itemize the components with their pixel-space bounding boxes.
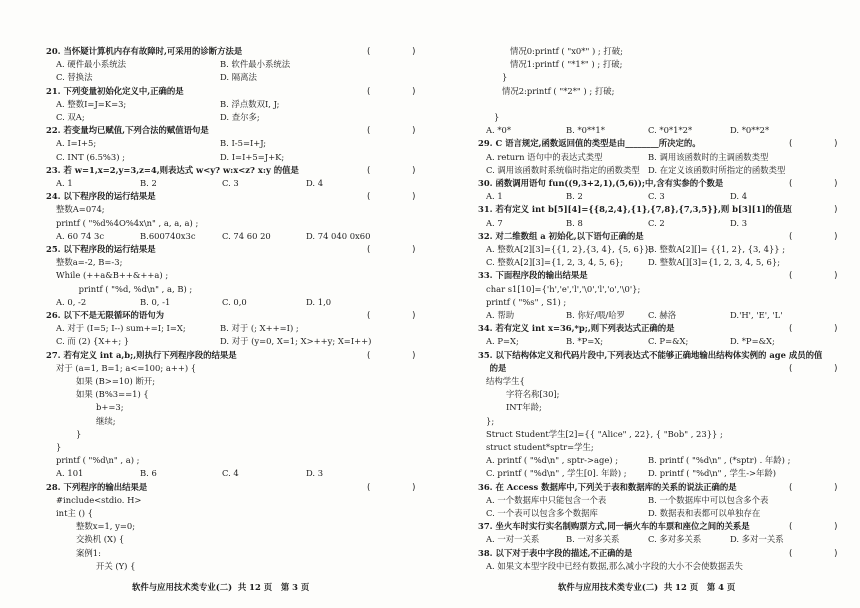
option-text: B. 你好/喂/哈罗 — [566, 310, 625, 320]
option-text: B. 2 — [566, 191, 583, 202]
option-text: B. *0**1* — [566, 125, 605, 136]
question-line: printf ( "%d\n" , a) ; — [56, 455, 140, 466]
question-line: 情况1:printf ( "*1*" ) ; 打破; — [486, 59, 623, 70]
question-line: 字符名称[30]; — [498, 389, 560, 400]
question-stem: 35. 以下结构体定义和代码片段中,下列表达式不能够正确地输出结构体实例的 age 成员的值 — [478, 349, 823, 360]
answer-blank[interactable]: ( ) — [366, 310, 417, 320]
option-text: D. 多对一关系 — [730, 534, 784, 545]
question-line: printf ( "%d, %d\n" , a, B) ; — [68, 283, 193, 294]
question-line: 开关 (Y) { — [80, 560, 136, 571]
page-footer: 软件与应用技术类专业(二) 共 12 页 第 4 页 — [558, 582, 736, 592]
answer-blank[interactable]: ( ) — [788, 204, 839, 215]
option-text: D. 查尔多; — [220, 112, 260, 122]
question-line: b+=3; — [80, 402, 124, 413]
option-text: B. 0, -1 — [140, 296, 171, 307]
option-text: B. I-5=I+J; — [220, 138, 267, 149]
option-text: B. 2 — [140, 178, 157, 188]
question-line: A. 1 — [486, 191, 503, 202]
question-line: A. 整数A[2][3]={{1, 2},{3, 4}, {5, 6}}; — [486, 244, 653, 254]
question-stem: 25. 以下程序段的运行结果是 — [46, 244, 156, 254]
question-line: 对于 (a=1, B=1; a<=100; a++) { — [56, 362, 197, 373]
option-text: B. 一个数据库中可以包含多个表 — [648, 494, 769, 505]
page-footer: 软件与应用技术类专业(二) 共 12 页 第 3 页 — [132, 582, 310, 592]
question-line: 结构学生{ — [486, 376, 525, 386]
option-text: C. 3 — [648, 191, 665, 202]
question-stem: 34. 若有定义 int x=36,*p;,则下列表达式正确的是 — [478, 323, 675, 334]
question-line: 案例1: — [68, 547, 101, 558]
option-text: B. 软件最小系统法 — [220, 59, 291, 70]
question-line: C. 而 (2) {X++; } — [56, 336, 130, 347]
option-text: D. printf ( "%d\n" , 学生->年龄) — [648, 468, 777, 479]
question-line: 整数A=074; — [56, 204, 105, 215]
answer-blank[interactable]: ( ) — [788, 547, 839, 558]
option-text: C. 4 — [222, 468, 239, 479]
question-line: A. 1 — [56, 178, 73, 188]
answer-blank[interactable]: ( ) — [788, 138, 839, 149]
question-line: 如果 (B%3==1) { — [68, 389, 149, 400]
answer-blank[interactable]: ( ) — [366, 164, 417, 175]
question-line: } — [486, 72, 508, 83]
question-line: A. P=X; — [486, 336, 519, 347]
option-text: D. I=I+5=J+K; — [220, 151, 285, 162]
option-text: D. 隔离法 — [220, 72, 257, 83]
question-line: A. 一对一关系 — [486, 534, 540, 545]
answer-blank[interactable]: ( ) — [366, 46, 417, 56]
option-text: D. 对于 (y=0, X=1; X>++y; X=I++) — [220, 336, 372, 347]
option-text: C. P=&X; — [648, 336, 689, 347]
option-text: D. 4 — [730, 191, 748, 202]
question-line: A. return 语句中的表达式类型 — [486, 151, 603, 162]
option-text: C. 0,0 — [222, 296, 247, 307]
option-text: C. *0*1*2* — [648, 125, 693, 136]
question-line: char s1[10]={'h','e','l','\0','l','o','\0'}; — [486, 283, 641, 294]
question-line: C. 整数A[2][3]={1, 2, 3, 4, 5, 6}; — [486, 257, 624, 268]
question-stem: 27. 若有定义 int a,b;,则执行下列程序段的结果是 — [46, 349, 237, 360]
question-line: 整数x=1, y=0; — [68, 521, 136, 532]
question-line: A. 一个数据库中只能包含一个表 — [486, 494, 607, 505]
answer-blank[interactable]: ( ) — [366, 481, 417, 492]
answer-blank[interactable]: ( ) — [788, 362, 839, 373]
option-text: D. 3 — [306, 468, 324, 479]
question-stem: 的是 — [478, 362, 507, 373]
question-line: A. *0* — [486, 125, 512, 136]
question-line: printf ( "%s" , S1) ; — [486, 296, 567, 307]
question-line: 整数a=-2, B=-3; — [56, 257, 123, 268]
question-stem: 22. 若变量均已赋值,下列合法的赋值语句是 — [46, 125, 209, 136]
answer-blank[interactable]: ( ) — [788, 230, 839, 241]
question-line: 情况0:printf ( "x0*" ) ; 打破; — [486, 46, 623, 56]
question-line: int主 () { — [56, 508, 94, 518]
option-text: B.600740x3c — [140, 230, 196, 241]
question-stem: 23. 若 w=1,x=2,y=3,z=4,则表达式 w<y? w:x<z? x:y 的值是 — [46, 164, 299, 175]
question-line: struct student*sptr=学生; — [486, 442, 594, 452]
answer-blank[interactable]: ( ) — [366, 85, 417, 96]
question-line: 交换机 (X) { — [68, 534, 125, 545]
question-line: A. 7 — [486, 217, 503, 228]
question-stem: 26. 以下不是无限循环的语句为 — [46, 310, 164, 320]
question-stem: 37. 坐火车时实行实名制购票方式,同一辆火车的车票和座位之间的关系是 — [478, 521, 750, 532]
question-line: A. 60 74 3c — [56, 230, 105, 241]
question-stem: 32. 对二维数组 a 初始化,以下语句正确的是 — [478, 230, 644, 241]
question-line: C. 一个表可以包含多个数据库 — [486, 508, 598, 518]
answer-blank[interactable]: ( ) — [366, 191, 417, 202]
option-text: C. 2 — [648, 217, 665, 228]
question-stem: 38. 以下对于表中字段的描述,不正确的是 — [478, 547, 633, 558]
option-text: D. 4 — [306, 178, 324, 188]
question-line: A. 硬件最小系统法 — [56, 59, 126, 70]
question-line: #include<stdio. H> — [56, 494, 142, 505]
answer-blank[interactable]: ( ) — [788, 270, 839, 281]
question-line: } — [56, 442, 62, 452]
question-line: While (++a&B++&++a) ; — [56, 270, 169, 281]
answer-blank[interactable]: ( ) — [366, 349, 417, 360]
option-text: C. 多对多关系 — [648, 534, 702, 545]
question-line: C. 调用该函数时系统临时指定的函数类型 — [486, 164, 640, 175]
option-text: D. *P=&X; — [730, 336, 775, 347]
question-line: A. printf ( "%d\n" , sptr->age) ; — [486, 455, 619, 466]
question-line: A. 0, -2 — [56, 296, 87, 307]
question-stem: 31. 若有定义 int b[5][4]={{8,2,4},{1},{7,8},{7,3,5}},则 b[3][1]的值是 — [478, 204, 791, 215]
question-line: printf ( "%d%4O%4x\n" , a, a, a) ; — [56, 217, 199, 228]
question-stem: 36. 在 Access 数据库中,下列关于表和数据库的关系的说法正确的是 — [478, 481, 737, 492]
option-text: B. 调用该函数时的主调函数类型 — [648, 151, 769, 162]
option-text: C. 3 — [222, 178, 239, 188]
question-line: Struct Student学生[2]={{ "Alice" , 22}, { "Bob" , 23}} ; — [486, 428, 723, 439]
question-line: 继续; — [80, 415, 116, 426]
option-text: B. 一对多关系 — [566, 534, 620, 545]
question-stem: 24. 以下程序段的运行结果是 — [46, 191, 156, 202]
question-line: C. 双A; — [56, 112, 85, 122]
question-stem: 28. 下列程序的输出结果是 — [46, 481, 148, 492]
option-text: D. 74 040 0x60 — [306, 230, 371, 241]
answer-blank[interactable]: ( ) — [366, 244, 417, 254]
option-text: D. 整数A[][3]={1, 2, 3, 4, 5, 6}; — [648, 257, 781, 268]
question-line: 情况2:printf ( "*2*" ) ; 打破; — [486, 85, 615, 96]
exam-page-4 — [432, 0, 860, 608]
question-line: A. 101 — [56, 468, 84, 479]
question-line: C. INT (6.5%3) ; — [56, 151, 125, 162]
answer-blank[interactable]: ( ) — [366, 125, 417, 136]
question-line: INT年龄; — [498, 402, 542, 413]
option-text: B. 浮点数双I, J; — [220, 98, 280, 109]
option-text: B. printf ( "%d\n" , (*sptr) . 年龄) ; — [648, 455, 791, 466]
option-text: B. 6 — [140, 468, 157, 479]
answer-blank[interactable]: ( ) — [788, 323, 839, 334]
question-stem: 21. 下列变量初始化定义中,正确的是 — [46, 85, 184, 96]
option-text: D.'H', 'E', 'L' — [730, 310, 783, 320]
option-text: B. 整数A[2][]= {{1, 2}, {3, 4}} ; — [648, 244, 786, 254]
question-line: C. 替换法 — [56, 72, 93, 83]
option-text: D. 3 — [730, 217, 748, 228]
question-line: 如果 (B>=10) 断开; — [68, 376, 156, 386]
question-stem: 29. C 语言规定,函数返回值的类型是由________所决定的。 — [478, 138, 701, 149]
question-stem: 30. 函数调用语句 fun((9,3+2,1),(5,6));中,含有实参的个数是 — [478, 178, 724, 188]
option-text: C. 赫洛 — [648, 310, 677, 320]
option-text: C. 74 60 20 — [222, 230, 271, 241]
question-line: A. 帮助 — [486, 310, 515, 320]
option-text: B. 8 — [566, 217, 583, 228]
option-text: B. 对于 (; X++=I) ; — [220, 323, 299, 334]
question-stem: 20. 当怀疑计算机内存有故障时,可采用的诊断方法是 — [46, 46, 243, 56]
question-line: C. printf ( "%d\n" , 学生[0]. 年龄) ; — [486, 468, 627, 479]
question-stem: 33. 下面程序段的输出结果是 — [478, 270, 588, 281]
option-text: D. *0**2* — [730, 125, 770, 136]
option-text: D. 在定义该函数时所指定的函数类型 — [648, 164, 786, 175]
question-line: A. 如果文本型字段中已经有数据,那么减小字段的大小不会使数据丢失 — [486, 560, 743, 571]
answer-blank[interactable]: ( ) — [788, 178, 839, 188]
question-line: } — [486, 112, 500, 122]
option-text: D. 数据表和表都可以单独存在 — [648, 508, 761, 518]
answer-blank[interactable]: ( ) — [788, 521, 839, 532]
question-line: A. I=I+5; — [56, 138, 97, 149]
option-text: B. *P=X; — [566, 336, 604, 347]
question-line: }; — [486, 415, 495, 426]
question-line: } — [68, 428, 82, 439]
question-line: A. 对于 (I=5; I--) sum+=I; I=X; — [56, 323, 186, 334]
question-line: A. 整数I=J=K=3; — [56, 98, 127, 109]
answer-blank[interactable]: ( ) — [788, 481, 839, 492]
option-text: D. 1,0 — [306, 296, 332, 307]
